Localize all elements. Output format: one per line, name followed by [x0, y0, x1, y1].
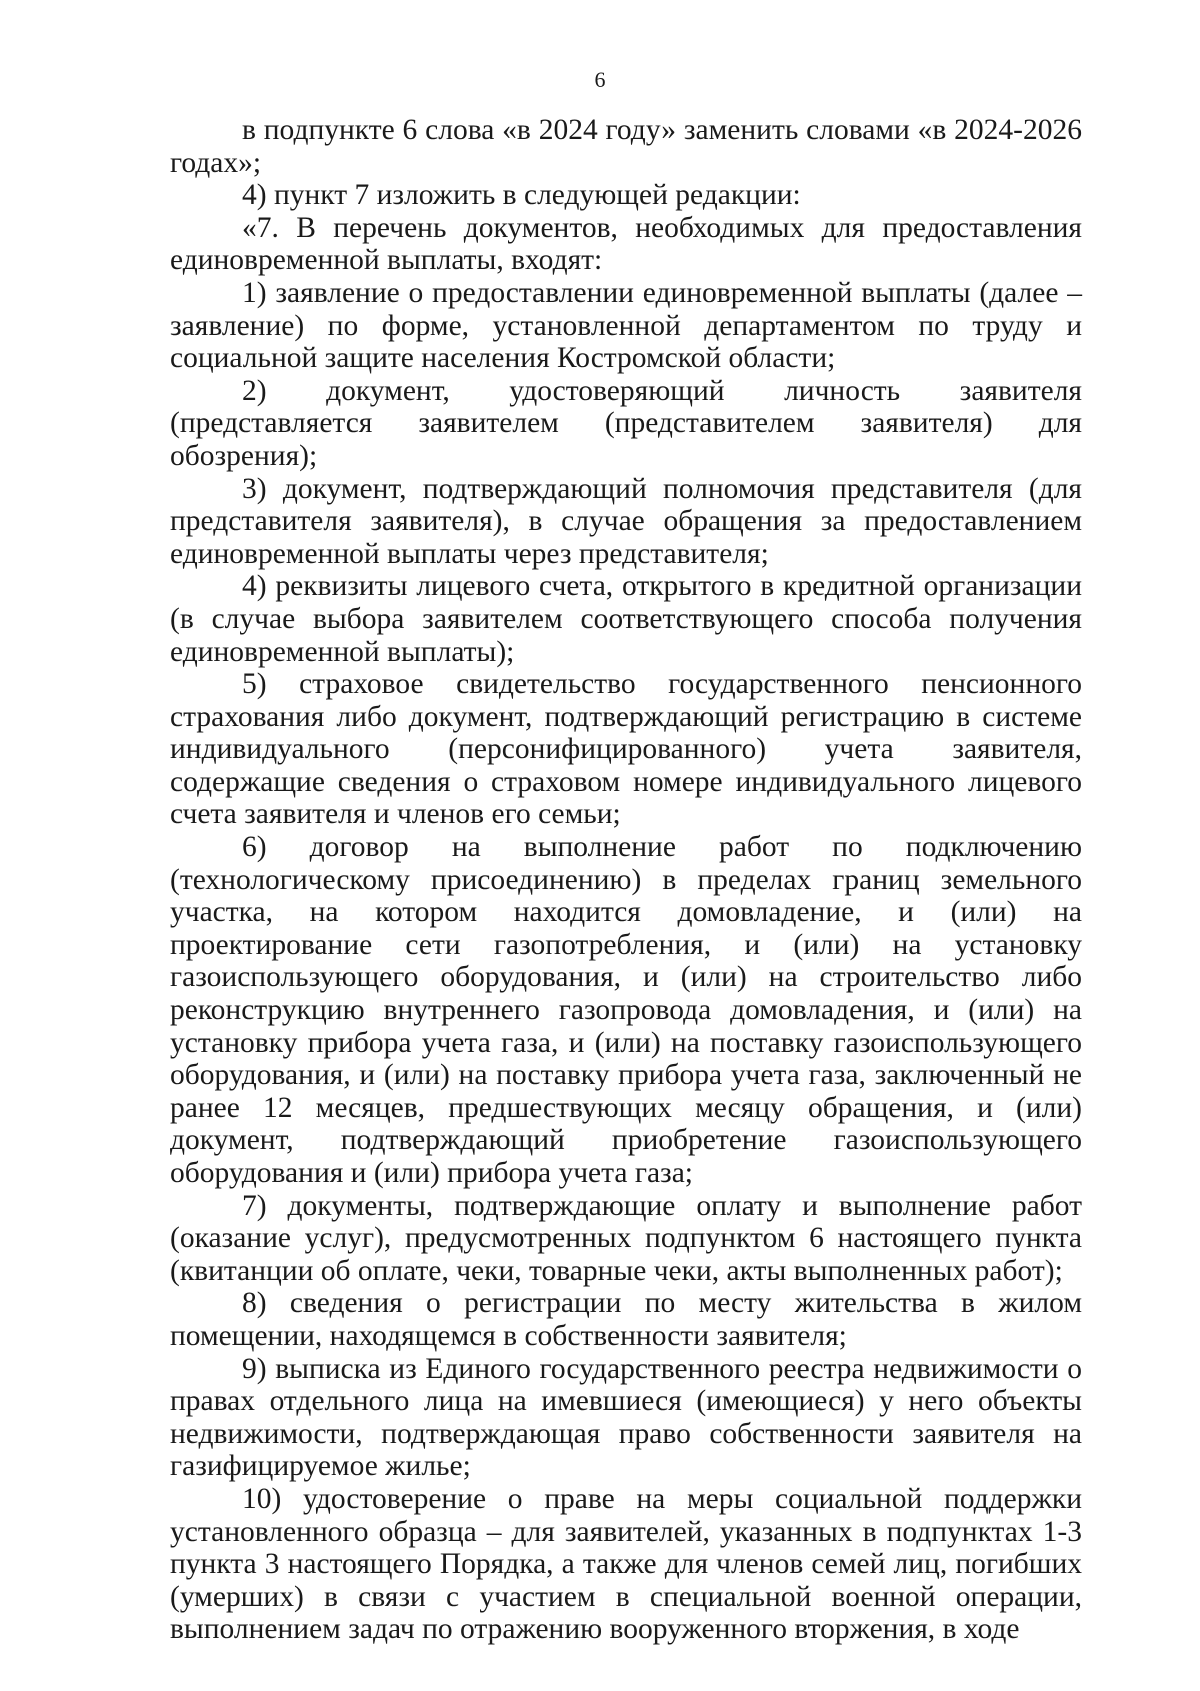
paragraph-amendment-subpoint-6: в подпункте 6 слова «в 2024 году» заменить словами «в 2024-2026 годах»;: [170, 114, 1082, 179]
paragraph-point-7-intro: «7. В перечень документов, необходимых для предоставления единовременной выплаты, входят:: [170, 211, 1082, 277]
list-item-9: 9) выписка из Единого государственного реестра недвижимости о правах отдельного лица на имевшиеся (имеющиеся) у него объекты недвижимости, подтверждающая право собственности заявителя на газифицируемое жилье;: [170, 1352, 1082, 1483]
list-item-5: 5) страховое свидетельство государственного пенсионного страхования либо документ, подтверждающий регистрацию в системе индивидуального (персонифицированного) учета заявителя, содержащие сведения о страховом номере индивидуального лицевого счета заявителя и членов его семьи;: [170, 668, 1082, 831]
list-item-10: 10) удостоверение о праве на меры социальной поддержки установленного образца – для заявителей, указанных в подпунктах 1-3 пункта 3 настоящего Порядка, а также для членов семей лиц, погибших (умерших) в связи с участием в специальной военной операции, выполнением задач по отражению вооруженного вторжения, в ходе: [170, 1482, 1082, 1646]
list-item-2: 2) документ, удостоверяющий личность заявителя (представляется заявителем (представителем заявителя) для обозрения);: [170, 374, 1082, 472]
list-item-1: 1) заявление о предоставлении единовременной выплаты (далее – заявление) по форме, установленной департаментом по труду и социальной защите населения Костромской области;: [170, 276, 1082, 375]
list-item-8: 8) сведения о регистрации по месту жительства в жилом помещении, находящемся в собственности заявителя;: [170, 1287, 1082, 1352]
paragraph-point-7-heading: 4) пункт 7 изложить в следующей редакции:: [242, 179, 801, 212]
list-item-6: 6) договор на выполнение работ по подключению (технологическому присоединению) в пределах границ земельного участка, на котором находится домовладение, и (или) на проектирование сети газопотребления, и (или) на установку газоиспользующего оборудования, и (или) на строительство либо реконструкцию внутреннего газопровода домовладения, и (или) на установку прибора учета газа, и (или) на поставку газоиспользующего оборудования, и (или) на поставку прибора учета газа, заключенный не ранее 12 месяцев, предшествующих месяцу обращения, и (или) документ, подтверждающий приобретение газоиспользующего оборудования и (или) прибора учета газа;: [170, 831, 1082, 1189]
list-item-4: 4) реквизиты лицевого счета, открытого в кредитной организации (в случае выбора заявителем соответствующего способа получения единовременной выплаты);: [170, 570, 1082, 668]
list-item-7: 7) документы, подтверждающие оплату и выполнение работ (оказание услуг), предусмотренных подпунктом 6 настоящего пункта (квитанции об оплате, чеки, товарные чеки, акты выполненных работ);: [170, 1189, 1082, 1287]
document-body: [170, 114, 1082, 1646]
list-item-3: 3) документ, подтверждающий полномочия представителя (для представителя заявителя), в случае обращения за предоставлением единовременной выплаты через представителя;: [170, 472, 1082, 570]
page-number: 6: [594, 67, 606, 92]
